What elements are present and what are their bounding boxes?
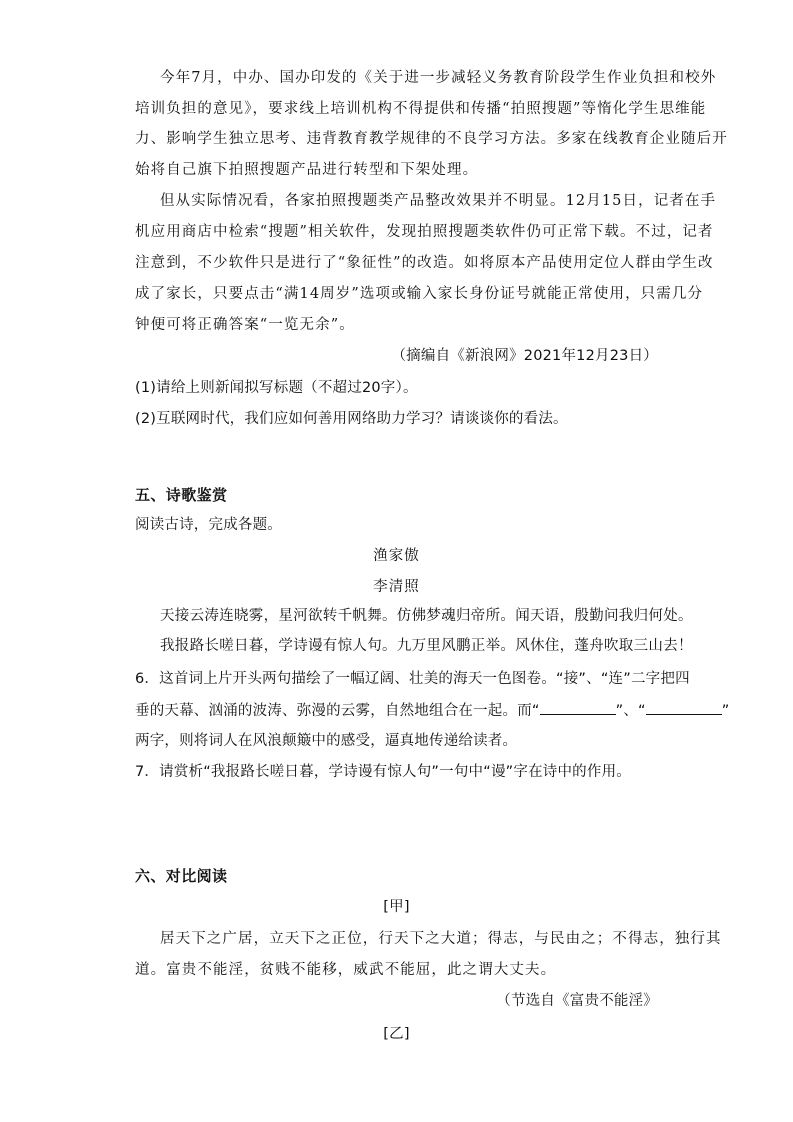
- poem-line-1: 天接云涛连晓雾，星河欲转千帆舞。仿佛梦魂归帝所。闻天语，殷勤问我归何处。: [160, 608, 693, 624]
- question-6-line-2: [135, 700, 729, 721]
- news-p2-line-1: 但从实际情况看，各家拍照搜题类产品整改效果并不明显。12月15日，记者在手: [160, 193, 717, 209]
- question-6-line-3: 两字，则将词人在风浪颠簸中的感受，逼真地传递给读者。: [135, 733, 518, 749]
- news-p1-line-3: 力、影响学生独立思考、违背教育教学规律的不良学习方法。多家在线教育企业随后开: [135, 131, 728, 147]
- section-5-instruction: 阅读古诗，完成各题。: [135, 517, 282, 533]
- news-p1-line-2: 培训负担的意见》，要求线上培训机构不得提供和传播“拍照搜题”等惰化学生思维能: [135, 101, 707, 117]
- news-p1-line-1: 今年7月，中办、国办印发的《关于进一步减轻义务教育阶段学生作业负担和校外: [160, 70, 717, 86]
- question-7: 7．请赏析“我报路长嗟日暮，学诗谩有惊人句”一句中“谩”字在诗中的作用。: [135, 764, 631, 780]
- news-p1-line-4: 始将自己旗下拍照搜题产品进行转型和下架处理。: [135, 162, 479, 178]
- poem-author: 李清照: [373, 579, 420, 595]
- news-source: （摘编自《新浪网》2021年12月23日）: [391, 348, 658, 364]
- passage-a-label: [甲]: [383, 899, 410, 915]
- question-6-line-1: 6．这首词上片开头两句描绘了一幅辽阔、壮美的海天一色图卷。“接”、“连”二字把四: [135, 671, 690, 687]
- section-5-heading: 五、诗歌鉴赏: [135, 486, 228, 504]
- news-p2-line-2: 机应用商店中检索“搜题”相关软件，发现拍照搜题类软件仍可正常下载。不过，记者: [135, 224, 714, 240]
- news-p2-line-4: 成了家长，只要点击“满14周岁”选项或输入家长身份证号就能正常使用，只需几分: [135, 286, 704, 302]
- question-6-text-b: ”、“: [615, 703, 646, 719]
- news-p2-line-5: 钟便可将正确答案“一览无余”。: [135, 317, 355, 333]
- passage-a-line-1: 居天下之广居，立天下之正位，行天下之大道；得志，与民由之；不得志，独行其: [160, 931, 722, 947]
- passage-b-label: [乙]: [383, 1026, 410, 1042]
- answer-blank-1[interactable]: [540, 700, 616, 715]
- question-2: (2)互联网时代，我们应如何善用网络助力学习？请谈谈你的看法。: [135, 411, 568, 427]
- question-6-text-a: 垂的天幕、汹涌的波涛、弥漫的云雾，自然地组合在一起。而“: [135, 703, 540, 719]
- section-6-heading: 六、对比阅读: [135, 867, 228, 885]
- answer-blank-2[interactable]: [646, 700, 722, 715]
- question-6-text-c: ”: [721, 703, 730, 719]
- poem-title: 渔家傲: [373, 548, 420, 564]
- poem-line-2: 我报路长嗟日暮，学诗谩有惊人句。九万里风鹏正举。风休住，蓬舟吹取三山去！: [160, 638, 693, 654]
- news-p2-line-3: 注意到，不少软件只是进行了“象征性”的改造。如将原本产品使用定位人群由学生改: [135, 255, 714, 271]
- question-1: (1)请给上则新闻拟写标题（不超过20字）。: [135, 380, 418, 396]
- passage-a-line-2: 道。富贵不能淫，贫贱不能移，威武不能屈，此之谓大丈夫。: [135, 962, 557, 978]
- passage-a-source: （节选自《富贵不能淫》: [496, 993, 658, 1009]
